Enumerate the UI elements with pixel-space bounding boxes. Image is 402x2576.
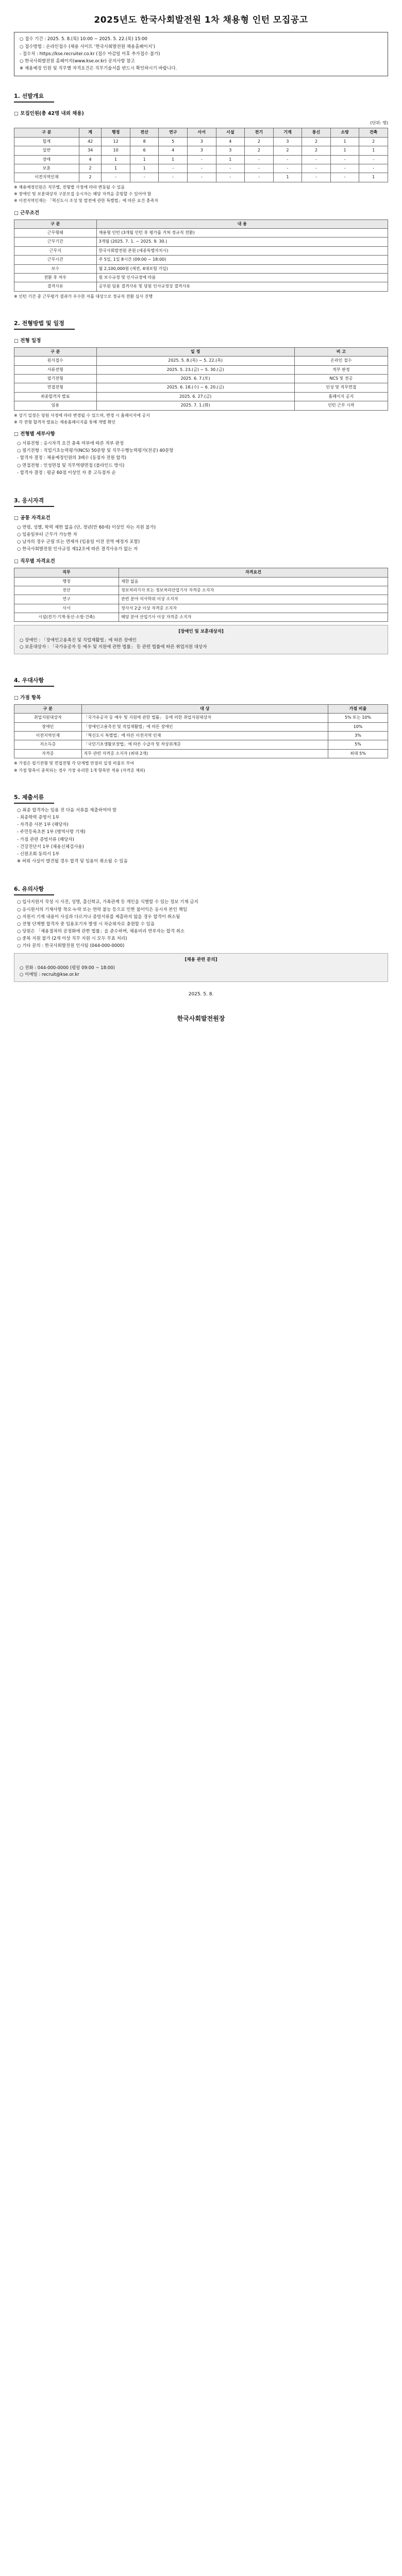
table-cell: - <box>159 173 188 182</box>
section-1-title: 1. 선발개요 <box>14 92 54 103</box>
row-header: 원서접수 <box>14 357 97 365</box>
row-header: 근무지 <box>14 246 97 255</box>
table-cell: 2 <box>79 164 102 173</box>
row-header: 합계 <box>14 137 79 146</box>
row-header: 보훈 <box>14 164 79 173</box>
table-cell: 2025. 6. 18.(수) ~ 6. 20.(금) <box>96 383 294 392</box>
table-row <box>14 375 388 383</box>
table-cell: - <box>273 155 302 164</box>
table-cell: 3 <box>216 146 245 155</box>
organization-signature: 한국사회발전원장 <box>177 1015 225 1023</box>
table-row <box>14 365 388 374</box>
row-header: 장애인 <box>14 722 82 731</box>
table-cell: 1 <box>273 173 302 182</box>
table-cell: 「국가유공자 등 예우 및 지원에 관한 법률」 등에 의한 취업지원대상자 <box>81 714 328 722</box>
table-cell: 8 <box>130 137 159 146</box>
list-item: ○ 기타 문의 : 한국사회발전원 인사팀 (044-000-0000) <box>17 943 125 949</box>
list-item: ○ 당원은 「채용절차의 공정화에 관한 법률」을 준수하며, 채용비리 연루자는 합격 취소 <box>17 929 185 935</box>
table-cell: 10 <box>102 146 130 155</box>
section-3-title: 3. 응시자격 <box>14 496 54 507</box>
row-header: 자격증 <box>14 749 82 758</box>
table-row <box>14 604 388 613</box>
list-item: - 가점 관련 증빙서류 (해당자) <box>17 837 74 842</box>
col-header: 자격요건 <box>119 568 388 577</box>
table-cell: - <box>216 173 245 182</box>
row-header: 면접전형 <box>14 383 97 392</box>
table-cell: 정보처리기사 또는 정보처리산업기사 자격증 소지자 <box>119 586 388 595</box>
col-header: 구 분 <box>14 128 79 137</box>
special-box <box>14 625 388 654</box>
note: ※ 상기 일정은 당원 사정에 따라 변경될 수 있으며, 변경 시 홈페이지에 공지 <box>14 413 150 418</box>
table-cell: 6 <box>130 146 159 155</box>
col-header: 구 분 <box>14 347 97 356</box>
col-header: 소방 <box>330 128 359 137</box>
table-row <box>14 137 388 146</box>
table-cell: 3개월 (2025. 7. 1. ~ 2025. 9. 30.) <box>96 238 388 246</box>
table-row <box>14 282 388 291</box>
row-header: 사서 <box>14 604 119 613</box>
table-cell: - <box>302 155 331 164</box>
row-header: 근무형태 <box>14 228 97 237</box>
intro-line: ※ 채용예정 인원 및 직무별 자격요건은 직무기술서를 반드시 확인하시기 바랍니다. <box>20 66 177 72</box>
list-item: ○ 한국사회발전원 인사규정 제12조에 따른 결격사유가 없는 자 <box>17 547 138 552</box>
col-header: 비 고 <box>294 347 388 356</box>
table-cell: 1 <box>330 137 359 146</box>
list-item: ○ 남자의 경우 군필 또는 면제자 (임용일 이전 전역 예정자 포함) <box>17 539 140 545</box>
common-req-list <box>14 524 388 553</box>
table-row <box>14 146 388 155</box>
table-cell: 한국사회발전원 본원 (세종특별자치시) <box>96 246 388 255</box>
intro-line: ○ 한국사회발전원 홈페이지(www.kse.or.kr) 공지사항 참고 <box>20 58 135 64</box>
table-row <box>14 164 388 173</box>
table-row <box>14 155 388 164</box>
table-row <box>14 392 388 401</box>
unit-label: (단위: 명) <box>370 120 388 125</box>
note: ※ 각 전형 합격자 발표는 채용홈페이지를 통해 개별 확인 <box>14 420 116 425</box>
table-cell: 2025. 6. 27.(금) <box>96 392 294 401</box>
intro-line: ○ 접수 기간 : 2025. 5. 8.(목) 10:00 ~ 2025. 5. 22.(목) 15:00 <box>20 37 147 42</box>
table-cell: 「국민기초생활보장법」에 따른 수급자 및 차상위계층 <box>81 740 328 749</box>
table-row <box>14 595 388 604</box>
col-header: 일 정 <box>96 347 294 356</box>
table-cell: 정사서 2급 이상 자격증 소지자 <box>119 604 388 613</box>
row-header: 행정 <box>14 577 119 586</box>
work-condition-table <box>14 219 388 292</box>
table-cell: - <box>216 164 245 173</box>
schedule-table <box>14 347 388 411</box>
table-cell: 1 <box>130 155 159 164</box>
table-cell: - <box>188 173 216 182</box>
row-header: 연구 <box>14 595 119 604</box>
table-cell: 10% <box>328 722 388 731</box>
table-cell: 적부 판정 <box>294 365 388 374</box>
list-item: - 합격자 결정 : 평균 60점 이상인 자 중 고득점자 순 <box>17 470 116 476</box>
col-header: 직무 <box>14 568 119 577</box>
list-item: ○ 임용일부터 근무가 가능한 자 <box>17 532 77 537</box>
contact-box <box>14 953 388 982</box>
table-cell: 2 <box>245 137 274 146</box>
table-cell: 공무원 임용 결격사유 및 당원 인사규정상 결격사유 <box>96 282 388 291</box>
table-cell: 3 <box>188 146 216 155</box>
documents-list <box>14 807 388 865</box>
list-item: - 신원조회 동의서 1부 <box>17 851 60 857</box>
bonus-title: □ 가점 항목 <box>14 695 41 701</box>
section-6-title: 6. 유의사항 <box>14 885 54 895</box>
table-cell: 1 <box>359 173 388 182</box>
recruit-count-title: □ 모집인원(총 42명 내외 채용) <box>14 111 84 117</box>
table-cell: 홈페이지 공지 <box>294 392 388 401</box>
list-item: ○ 연령, 성별, 학력 제한 없음 (단, 정년(만 60세) 이상인 자는 지원 불가) <box>17 524 156 530</box>
table-cell: - <box>330 155 359 164</box>
job-req-table <box>14 568 388 622</box>
col-header: 계 <box>79 128 102 137</box>
row-header: 최종합격자 발표 <box>14 392 97 401</box>
table-cell: 5% 또는 10% <box>328 714 388 722</box>
row-header: 저소득층 <box>14 740 82 749</box>
list-item: ※ 허위 사실이 발견될 경우 합격 및 임용이 취소될 수 있음 <box>17 859 128 865</box>
list-item: ○ 지원서 기재 내용이 사실과 다르거나 증빙서류를 제출하지 않을 경우 합격이 취소됨 <box>17 914 180 920</box>
table-cell: 「장애인고용촉진 및 직업재활법」에 따른 장애인 <box>81 722 328 731</box>
table-cell: 온라인 접수 <box>294 357 388 365</box>
detail-list <box>14 440 388 477</box>
table-cell: 2 <box>302 137 331 146</box>
table-cell: - <box>102 173 130 182</box>
col-header: 행정 <box>102 128 130 137</box>
detail-title: □ 전형별 세부사항 <box>14 431 55 437</box>
box-line: ○ 장애인 : 「장애인고용촉진 및 직업재활법」에 따른 장애인 <box>20 637 137 643</box>
row-header: 이전지역인재 <box>14 173 79 182</box>
table-row <box>14 256 388 264</box>
table-cell: 4 <box>159 146 188 155</box>
list-item: - 자격증 사본 1부 (해당자) <box>17 822 69 828</box>
col-header: 건축 <box>359 128 388 137</box>
schedule-title: □ 전형 일정 <box>14 338 41 344</box>
col-header: 시설 <box>216 128 245 137</box>
list-item: - 건강진단서 1부 (채용신체검사용) <box>17 844 84 850</box>
table-cell: - <box>130 173 159 182</box>
section-2-title: 2. 전형방법 및 일정 <box>14 319 75 330</box>
notice-date: 2025. 5. 8. <box>188 992 214 997</box>
table-cell: - <box>273 164 302 173</box>
box-line: ○ 보훈대상자 : 「국가유공자 등 예우 및 지원에 관한 법률」 등 관련 법률에 따른 취업지원 대상자 <box>20 644 207 650</box>
table-cell: 2 <box>273 146 302 155</box>
table-cell: 2 <box>359 137 388 146</box>
note: ※ 이전지역인재는 「혁신도시 조성 및 발전에 관한 특별법」에 따른 요건 충족자 <box>14 198 158 204</box>
col-header: 전기 <box>245 128 274 137</box>
table-cell: - <box>330 164 359 173</box>
list-item: ○ 필기전형 : 직업기초능력평가(NCS) 50문항 및 직무수행능력평가(전공) 40문항 <box>17 448 174 454</box>
table-cell: 1 <box>130 164 159 173</box>
box-title: [장애인 및 보훈대상자] <box>178 629 224 635</box>
table-cell: 최대 5% <box>328 749 388 758</box>
table-cell: 인턴 근무 시작 <box>294 401 388 410</box>
table-cell: 4 <box>79 155 102 164</box>
table-cell: 4 <box>216 137 245 146</box>
table-cell: 관련 분야 석사학위 이상 소지자 <box>119 595 388 604</box>
row-header: 보수 <box>14 264 97 273</box>
table-row <box>14 173 388 182</box>
col-header: 전산 <box>130 128 159 137</box>
col-header: 구 분 <box>14 704 82 713</box>
table-cell: 1 <box>102 155 130 164</box>
row-header: 임용 <box>14 401 97 410</box>
table-row <box>14 264 388 273</box>
note: ※ 채용예정인원은 직무별, 전형별 사정에 따라 변동될 수 있음 <box>14 184 125 190</box>
table-cell: 2 <box>245 146 274 155</box>
table-cell: - <box>245 155 274 164</box>
table-cell: 3% <box>328 731 388 740</box>
table-cell: 1 <box>102 164 130 173</box>
cautions-list <box>14 899 388 950</box>
table-cell: 2025. 5. 8.(목) ~ 5. 22.(목) <box>96 357 294 365</box>
table-cell: 해당 분야 산업기사 이상 자격증 소지자 <box>119 613 388 622</box>
table-cell: 42 <box>79 137 102 146</box>
table-cell: - <box>359 155 388 164</box>
table-cell: - <box>188 164 216 173</box>
list-item: ○ 입사지원서 작성 시 사진, 성명, 출신학교, 가족관계 등 개인을 식별할 수 있는 정보 기재 금지 <box>17 900 198 905</box>
job-req-title: □ 직무별 자격요건 <box>14 558 55 565</box>
section-5-title: 5. 제출서류 <box>14 793 54 804</box>
row-header: 이전지역인재 <box>14 731 82 740</box>
table-row <box>14 246 388 255</box>
table-cell: - <box>245 164 274 173</box>
table-row <box>14 238 388 246</box>
row-header: 전산 <box>14 586 119 595</box>
col-header: 구 분 <box>14 219 97 228</box>
table-cell: 2 <box>79 173 102 182</box>
row-header: 시설(전기·기계·통신·소방·건축) <box>14 613 119 622</box>
table-cell: - <box>302 164 331 173</box>
table-cell: - <box>159 164 188 173</box>
table-row <box>14 749 388 758</box>
table-cell: 인성 및 직무면접 <box>294 383 388 392</box>
intro-line: - 접수처 : https://kse.recruiter.co.kr (접수 마감일 이후 추가접수 불가) <box>20 51 160 57</box>
table-cell: 5 <box>159 137 188 146</box>
row-header: 근무시간 <box>14 256 97 264</box>
col-header: 대 상 <box>81 704 328 713</box>
col-header: 기계 <box>273 128 302 137</box>
note: ※ 장애인 및 보훈대상자 구분모집 응시자는 해당 자격을 증빙할 수 있어야 함 <box>14 192 152 197</box>
table-row <box>14 357 388 365</box>
col-header: 내 용 <box>96 219 388 228</box>
col-header: 연구 <box>159 128 188 137</box>
table-row <box>14 273 388 282</box>
col-header: 사서 <box>188 128 216 137</box>
table-cell: - <box>359 164 388 173</box>
table-cell: 월 2,100,000원 (세전, 4대보험 가입) <box>96 264 388 273</box>
table-row <box>14 228 388 237</box>
list-item: ○ 면접전형 : 인성면접 및 직무역량면접 (블라인드 방식) <box>17 463 125 468</box>
section-4-title: 4. 우대사항 <box>14 676 54 687</box>
box-line: ○ 이메일 : recruit@kse.or.kr <box>20 972 79 977</box>
list-item: ○ 응시원서의 기재사항 착오·누락 또는 연락 불능 등으로 인한 불이익은 응시자 본인 책임 <box>17 907 187 912</box>
table-row <box>14 714 388 722</box>
row-header: 서류전형 <box>14 365 97 374</box>
table-cell: 34 <box>79 146 102 155</box>
table-cell: 3 <box>273 137 302 146</box>
table-cell: 「혁신도시 특별법」에 따른 이전지역 인재 <box>81 731 328 740</box>
table-cell: 3 <box>188 137 216 146</box>
list-item: ○ 전형 단계별 합격자 중 임용포기자 발생 시 차순위자로 충원할 수 있음 <box>17 921 155 927</box>
table-cell: NCS 및 전공 <box>294 375 388 383</box>
row-header: 결격사유 <box>14 282 97 291</box>
col-header: 가점 비율 <box>328 704 388 713</box>
table-cell: 제한 없음 <box>119 577 388 586</box>
box-title: [채용 관련 문의] <box>185 957 217 962</box>
table-cell: 1 <box>216 155 245 164</box>
table-row <box>14 586 388 595</box>
table-row <box>14 740 388 749</box>
list-item: ○ 서류전형 : 응시자격 요건 충족 여부에 따른 적부 판정 <box>17 441 124 447</box>
row-header: 일반 <box>14 146 79 155</box>
note: ※ 인턴 기간 중 근무평가 결과가 우수한 자를 대상으로 정규직 전환 심사 진행 <box>14 294 153 299</box>
row-header: 필기전형 <box>14 375 97 383</box>
table-cell: 채용형 인턴 (3개월 인턴 후 평가를 거쳐 정규직 전환) <box>96 228 388 237</box>
table-cell: - <box>330 173 359 182</box>
table-row <box>14 722 388 731</box>
list-item: ○ 최종 합격자는 임용 전 다음 서류를 제출하여야 함 <box>17 807 117 813</box>
table-cell: 주 5일, 1일 8시간 (09:00 ~ 18:00) <box>96 256 388 264</box>
work-condition-title: □ 근무조건 <box>14 210 39 216</box>
table-cell: 직무 관련 자격증 소지자 (최대 2개) <box>81 749 328 758</box>
table-cell: 2 <box>302 146 331 155</box>
bonus-table <box>14 704 388 758</box>
table-row <box>14 577 388 586</box>
col-header: 통신 <box>302 128 331 137</box>
table-cell: 2025. 5. 23.(금) ~ 5. 30.(금) <box>96 365 294 374</box>
note: ※ 가점은 필기전형 및 면접전형 각 단계별 만점의 일정 비율로 부여 <box>14 761 135 766</box>
list-item: ○ 중복 지원 불가 (2개 이상 직무 지원 시 모두 무효 처리) <box>17 936 127 942</box>
table-cell: - <box>302 173 331 182</box>
table-cell: 2025. 6. 7.(토) <box>96 375 294 383</box>
row-header: 전환 후 처우 <box>14 273 97 282</box>
table-cell: - <box>188 155 216 164</box>
table-row <box>14 401 388 410</box>
table-cell: - <box>245 173 274 182</box>
intro-line: ○ 접수방법 : 온라인접수 (채용 사이트 ‘한국사회발전원 채용홈페이지’) <box>20 44 155 49</box>
list-item: - 최종학력 증명서 1부 <box>17 815 60 821</box>
row-header: 취업지원대상자 <box>14 714 82 722</box>
page-title: 2025년도 한국사회발전원 1차 채용형 인턴 모집공고 <box>94 15 308 25</box>
table-row <box>14 613 388 622</box>
table-cell: 2025. 7. 1.(화) <box>96 401 294 410</box>
table-cell: 1 <box>359 146 388 155</box>
table-cell: 1 <box>159 155 188 164</box>
list-item: - 합격자 결정 : 채용예정인원의 3배수 (동점자 전원 합격) <box>17 455 127 461</box>
table-cell: 원 보수규정 및 인사규정에 따름 <box>96 273 388 282</box>
table-cell: 5% <box>328 740 388 749</box>
common-req-title: □ 공통 자격요건 <box>14 515 51 521</box>
row-header: 장애 <box>14 155 79 164</box>
box-line: ○ 전화 : 044-000-0000 (평일 09:00 ~ 18:00) <box>20 965 115 971</box>
table-cell: 12 <box>102 137 130 146</box>
intro-box <box>14 32 388 76</box>
note: ※ 가점 항목이 중복되는 경우 가장 유리한 1개 항목만 적용 (자격증 제외) <box>14 768 145 773</box>
recruit-table <box>14 128 388 182</box>
table-row <box>14 731 388 740</box>
row-header: 근무기간 <box>14 238 97 246</box>
table-cell: 1 <box>330 146 359 155</box>
list-item: - 주민등록초본 1부 (병역사항 기재) <box>17 829 86 835</box>
table-row <box>14 383 388 392</box>
